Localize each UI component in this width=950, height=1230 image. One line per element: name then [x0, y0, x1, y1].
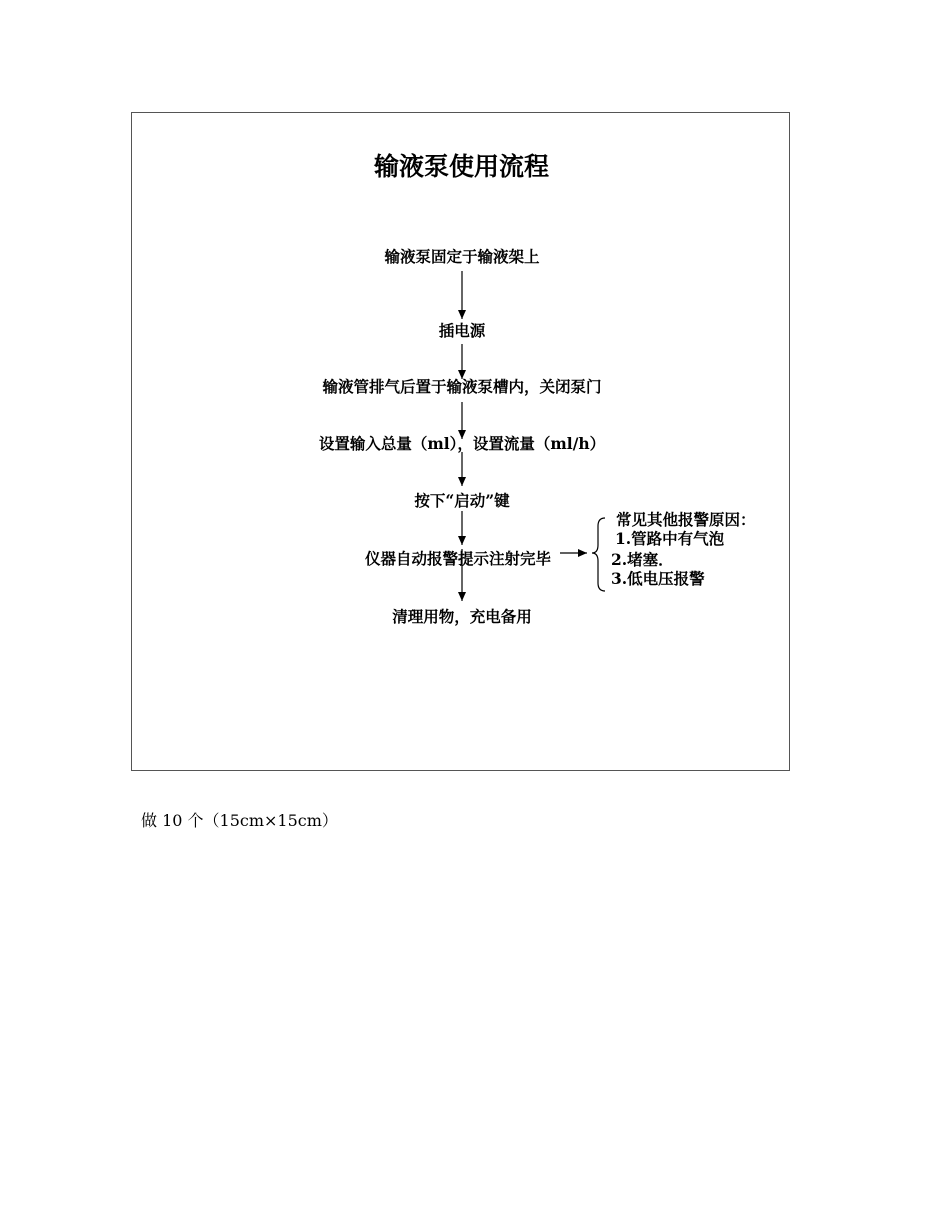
- step-2: 插电源: [438, 321, 486, 340]
- step-1: 输液泵固定于输液架上: [384, 247, 540, 266]
- step-3: 输液管排气后置于输液泵槽内，关闭泵门: [322, 377, 602, 396]
- step-4: 设置输入总量（ml），设置流量（ml/h）: [318, 434, 606, 453]
- flowchart-title: 输液泵使用流程: [373, 152, 549, 181]
- curly-brace: [592, 518, 605, 591]
- step-5: 按下“启动”键: [414, 491, 510, 510]
- flowchart-frame: [131, 112, 790, 771]
- alarm-reason-item: 2.堵塞．: [611, 550, 674, 569]
- step-7: 清理用物，充电备用: [392, 607, 532, 626]
- alarm-reasons-heading: 常见其他报警原因：: [616, 510, 756, 529]
- alarm-reason-item: 3.低电压报警: [611, 569, 705, 588]
- step-6: 仪器自动报警提示注射完毕: [364, 549, 552, 568]
- quantity-note: 做 10 个（15cm×15cm）: [141, 811, 338, 830]
- alarm-reason-item: 1.管路中有气泡: [615, 529, 725, 548]
- flowchart-connectors: [132, 113, 791, 772]
